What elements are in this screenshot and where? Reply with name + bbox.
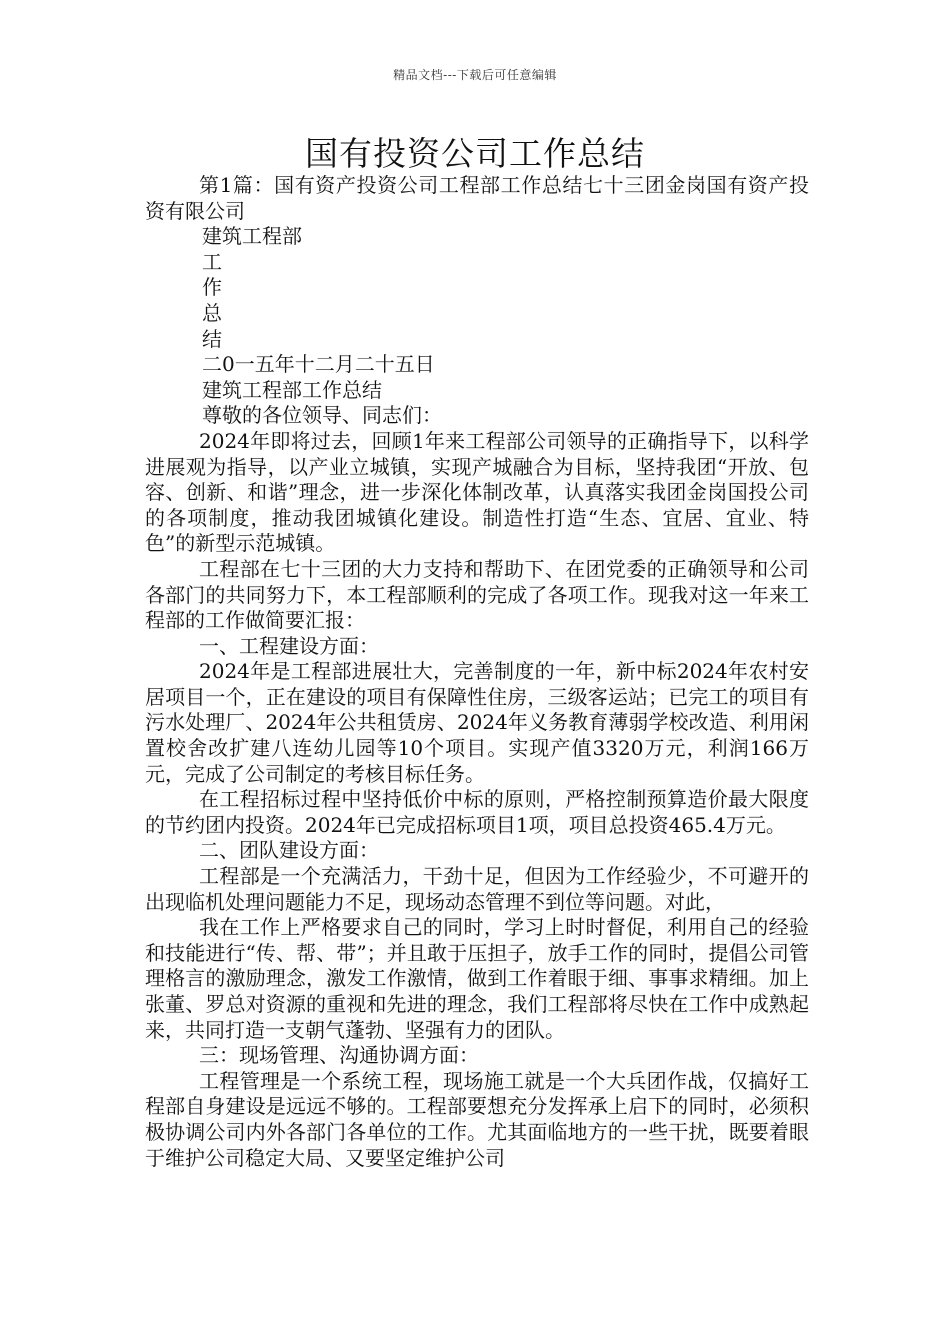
paragraph: 三：现场管理、沟通协调方面：	[199, 1043, 479, 1068]
paragraph: 作	[202, 275, 222, 300]
document-title: 国有投资公司工作总结	[305, 134, 645, 173]
paragraph: 二、团队建设方面：	[199, 838, 379, 863]
paragraph: 工程管理是一个系统工程，现场施工就是一个大兵团作战，仅搞好工程部自身建设是远远不够的。工程部要想充分发挥承上启下的同时，必须积极协调公司内外各部门各单位的工作。尤其面临地方的一些干扰，既要着眼于维护公司稳定大局、又要坚定维护公司	[145, 1068, 809, 1170]
paragraph: 建筑工程部	[202, 224, 302, 249]
paragraph: 建筑工程部工作总结	[202, 377, 382, 402]
paragraph: 工程部在七十三团的大力支持和帮助下、在团党委的正确领导和公司各部门的共同努力下，本工程部顺利的完成了各项工作。现我对这一年来工程部的工作做简要汇报：	[145, 556, 809, 633]
paragraph: 第1篇：国有资产投资公司工程部工作总结七十三团金岗国有资产投资有限公司	[145, 173, 809, 223]
paragraph: 在工程招标过程中坚持低价中标的原则，严格控制预算造价最大限度的节约团内投资。2024年已完成招标项目1项，项目总投资465.4万元。	[145, 787, 809, 837]
paragraph: 二0一五年十二月二十五日	[202, 352, 435, 377]
paragraph: 我在工作上严格要求自己的同时，学习上时时督促，利用自己的经验和技能进行“传、帮、带”；并且敢于压担子，放手工作的同时，提倡公司管理格言的激励理念，激发工作激情，做到工作着眼于细、事事求精细。加上张董、罗总对资源的重视和先进的理念，我们工程部将尽快在工作中成熟起来，共同打造一支朝气蓬勃、坚强有力的团队。	[145, 915, 809, 1042]
paragraph: 尊敬的各位领导、同志们：	[202, 403, 442, 428]
paragraph: 2024年是工程部进展壮大，完善制度的一年，新中标2024年农村安居项目一个，正在建设的项目有保障性住房，三级客运站；已完工的项目有污水处理厂、2024年公共租赁房、2024年义务教育薄弱学校改造、利用闲置校舍改扩建八连幼儿园等10个项目。实现产值3320万元，利润166万元，完成了公司制定的考核目标任务。	[145, 659, 809, 786]
paragraph: 总	[202, 300, 222, 325]
paragraph: 结	[202, 326, 222, 351]
paragraph: 工程部是一个充满活力，干劲十足，但因为工作经验少，不可避开的出现临机处理问题能力不足，现场动态管理不到位等问题。对此，	[145, 864, 809, 914]
paragraph: 一、工程建设方面：	[199, 633, 379, 658]
paragraph: 2024年即将过去，回顾1年来工程部公司领导的正确指导下，以科学进展观为指导，以产业立城镇，实现产城融合为目标，坚持我团“开放、包容、创新、和谐”理念，进一步深化体制改革，认真落实我团金岗国投公司的各项制度，推动我团城镇化建设。制造性打造“生态、宜居、宜业、特色”的新型示范城镇。	[145, 428, 809, 556]
document-body	[145, 173, 809, 1171]
header-note: 精品文档---下载后可任意编辑	[393, 68, 557, 82]
paragraph: 工	[202, 249, 222, 274]
